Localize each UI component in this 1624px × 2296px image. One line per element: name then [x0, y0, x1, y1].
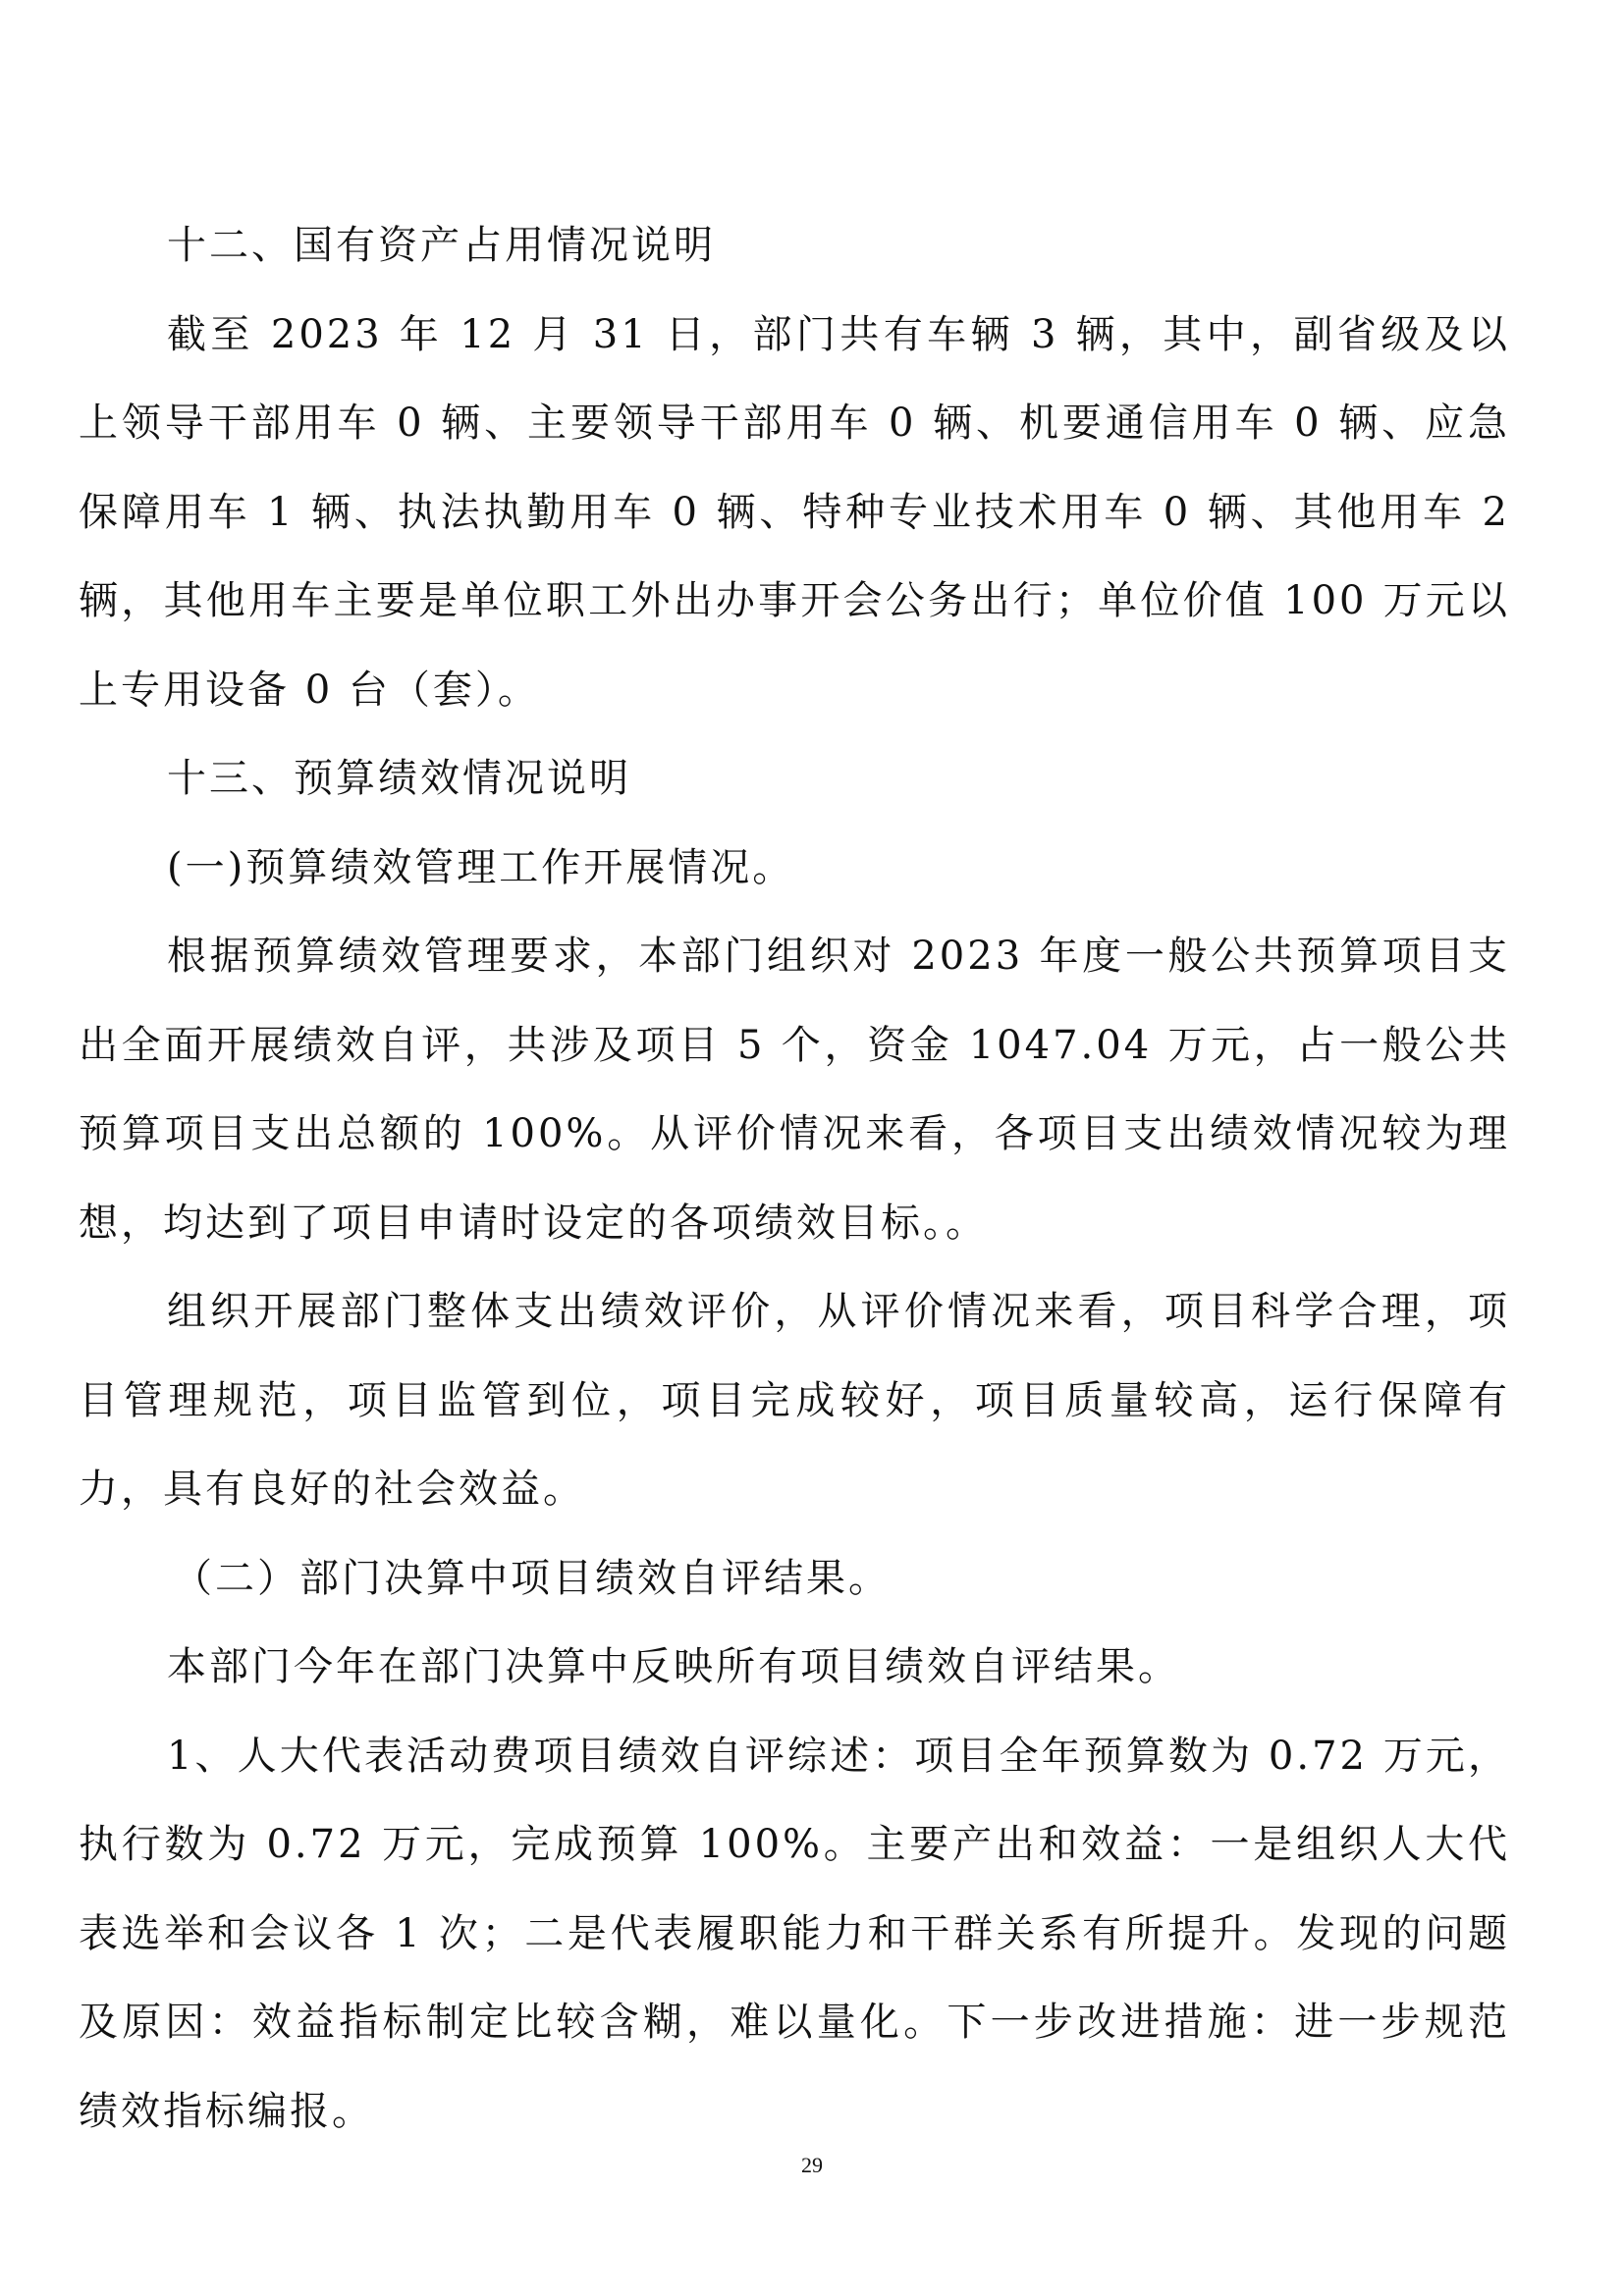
- subsection-1-heading: (一)预算绩效管理工作开展情况。: [167, 844, 795, 890]
- subsection-1-paragraph-2: 组织开展部门整体支出绩效评价，从评价情况来看，项目科学合理，项目管理规范，项目监管到位，项目完成较好，项目质量较高，运行保障有力，具有良好的社会效益。: [79, 1289, 1510, 1512]
- subsection-2-paragraph-2: 1、人大代表活动费项目绩效自评综述：项目全年预算数为 0.72 万元，执行数为 0.72 万元，完成预算 100%。主要产出和效益：一是组织人大代表选举和会议各 1 次；二是代表履职能力和干群关系有所提升。发现的问题及原因：效益指标制定比较含糊，难以量化。下一步改进措施：进一步规范绩效指标编报。: [79, 1733, 1510, 2134]
- page-number: 29: [801, 2153, 823, 2177]
- section-12-paragraph: 截至 2023 年 12 月 31 日，部门共有车辆 3 辆，其中，副省级及以上领导干部用车 0 辆、主要领导干部用车 0 辆、机要通信用车 0 辆、应急保障用车 1 辆、执法执勤用车 0 辆、特种专业技术用车 0 辆、其他用车 2 辆，其他用车主要是单位职工外出办事开会公务出行；单位价值 100 万元以上专用设备 0 台（套）。: [79, 311, 1510, 713]
- subsection-1-paragraph-1: 根据预算绩效管理要求，本部门组织对 2023 年度一般公共预算项目支出全面开展绩效自评，共涉及项目 5 个，资金 1047.04 万元，占一般公共预算项目支出总额的 100%。从评价情况来看，各项目支出绩效情况较为理想，均达到了项目申请时设定的各项绩效目标。。: [79, 934, 1510, 1246]
- subsection-2-heading: （二）部门决算中项目绩效自评结果。: [173, 1555, 891, 1601]
- subsection-2-paragraph-1: 本部门今年在部门决算中反映所有项目绩效自评结果。: [167, 1644, 1180, 1689]
- section-13-heading: 十三、预算绩效情况说明: [167, 756, 631, 801]
- section-12-heading: 十二、国有资产占用情况说明: [167, 223, 716, 268]
- document-body: [79, 201, 1510, 2156]
